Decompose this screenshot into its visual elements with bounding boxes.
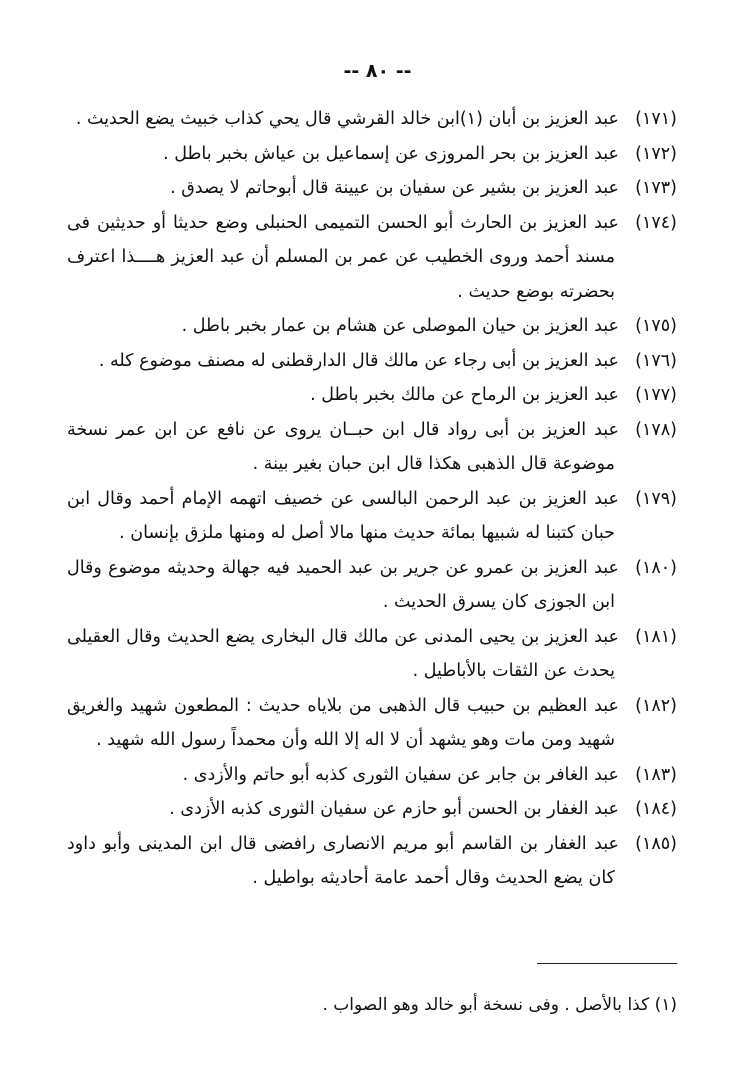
entry-text: عبد العظيم بن حبيب قال الذهبى من بلاياه حديث : المطعون شهيد والغريق شهيد ومن مات وهو يشهد أن لا اله إلا الله وأن محمداً رسول الله شهيد .	[67, 695, 619, 750]
entry-number: (١٧١)	[635, 109, 677, 129]
entry-180	[67, 551, 677, 620]
entry-text: عبد العزيز بن أبى رواد قال ابن حبــان يروى عن نافع عن ابن عمر نسخة موضوعة قال الذهبى هكذا قال ابن حبان بغير بينة .	[67, 419, 619, 474]
entry-171	[67, 102, 677, 137]
entry-text: عبد الغافر بن جابر عن سفيان الثورى كذبه أبو حاتم والأزدى .	[182, 764, 619, 785]
footnote-divider	[537, 963, 677, 964]
entry-number: (١٧٩)	[635, 488, 677, 509]
entry-number: (١٧٢)	[635, 143, 677, 164]
entry-173	[67, 171, 677, 206]
entry-number: (١٨٢)	[635, 695, 677, 716]
page-number: -- ٨٠ --	[343, 60, 412, 82]
entry-181	[67, 620, 677, 689]
entry-number: (١٨٣)	[635, 764, 677, 785]
entry-text: عبد العزيز بن الرماح عن مالك بخبر باطل .	[310, 385, 619, 405]
entry-text: عبد العزيز بن حيان الموصلى عن هشام بن عمار بخبر باطل .	[181, 316, 619, 336]
entry-text: عبد العزيز بن عمرو عن جرير بن عبد الحميد فيه جهالة وحديثه موضوع وقال ابن الجوزى كان يسرق الحديث .	[67, 557, 619, 612]
entry-175	[67, 309, 677, 344]
entry-number: (١٧٧)	[635, 385, 677, 405]
entry-text: عبد العزيز بن أبى رجاء عن مالك قال الدارقطنى له مصنف موضوع كله .	[98, 350, 619, 371]
entry-179	[67, 482, 677, 551]
entry-number: (١٨١)	[635, 626, 677, 647]
entry-text: عبد العزيز بن بحر المروزى عن إسماعيل بن عياش بخبر باطل .	[163, 143, 619, 164]
entry-number: (١٧٤)	[635, 212, 677, 233]
entry-178	[67, 413, 677, 482]
entry-text: عبد العزيز بن أبان (١)ابن خالد القرشي قال يحي كذاب خبيث يضع الحديث .	[75, 109, 619, 129]
entry-number: (١٧٨)	[635, 419, 677, 440]
entry-number: (١٨٠)	[635, 557, 677, 578]
entry-182	[67, 689, 677, 758]
entry-text: عبد العزيز بن عبد الرحمن البالسى عن خصيف اتهمه الإمام أحمد وقال ابن حبان كتبنا له شبيها بمائة حديث منها مالا أصل له ومنها ملزق بإنسان .	[67, 488, 619, 543]
footnote: (١) كذا بالأصل . وفى نسخة أبو خالد وهو الصواب .	[322, 995, 677, 1015]
entry-184	[67, 792, 677, 827]
entry-text: عبد العزيز بن يحيى المدنى عن مالك قال البخارى يضع الحديث وقال العقيلى يحدث عن الثقات بالأباطيل .	[67, 626, 619, 681]
entry-number: (١٨٤)	[635, 799, 677, 819]
entry-176	[67, 344, 677, 379]
entry-183	[67, 758, 677, 793]
entry-number: (١٧٣)	[635, 178, 677, 198]
entry-number: (١٧٥)	[635, 316, 677, 336]
entry-text: عبد العزيز بن الحارث أبو الحسن التميمى الحنبلى وضع حديثا أو حديثين فى مسند أحمد وروى الخطيب عن عمر بن المسلم أن عبد العزيز هــــذا اعترف بحضرته بوضع حديث .	[67, 212, 619, 302]
entry-174	[67, 206, 677, 310]
entry-text: عبد العزيز بن بشير عن سفيان بن عيينة قال أبوحاتم لا يصدق .	[170, 178, 619, 198]
entry-177	[67, 378, 677, 413]
entries-list	[67, 102, 677, 896]
entry-number: (١٧٦)	[635, 350, 677, 371]
entry-number: (١٨٥)	[635, 833, 677, 854]
entry-185	[67, 827, 677, 896]
entry-172	[67, 137, 677, 172]
entry-text: عبد الغفار بن القاسم أبو مريم الانصارى رافضى قال ابن المدينى وأبو داود كان يضع الحديث وقال أحمد عامة أحاديثه بواطيل .	[67, 833, 619, 888]
entry-text: عبد الغفار بن الحسن أبو حازم عن سفيان الثورى كذبه الأزدى .	[169, 799, 619, 819]
